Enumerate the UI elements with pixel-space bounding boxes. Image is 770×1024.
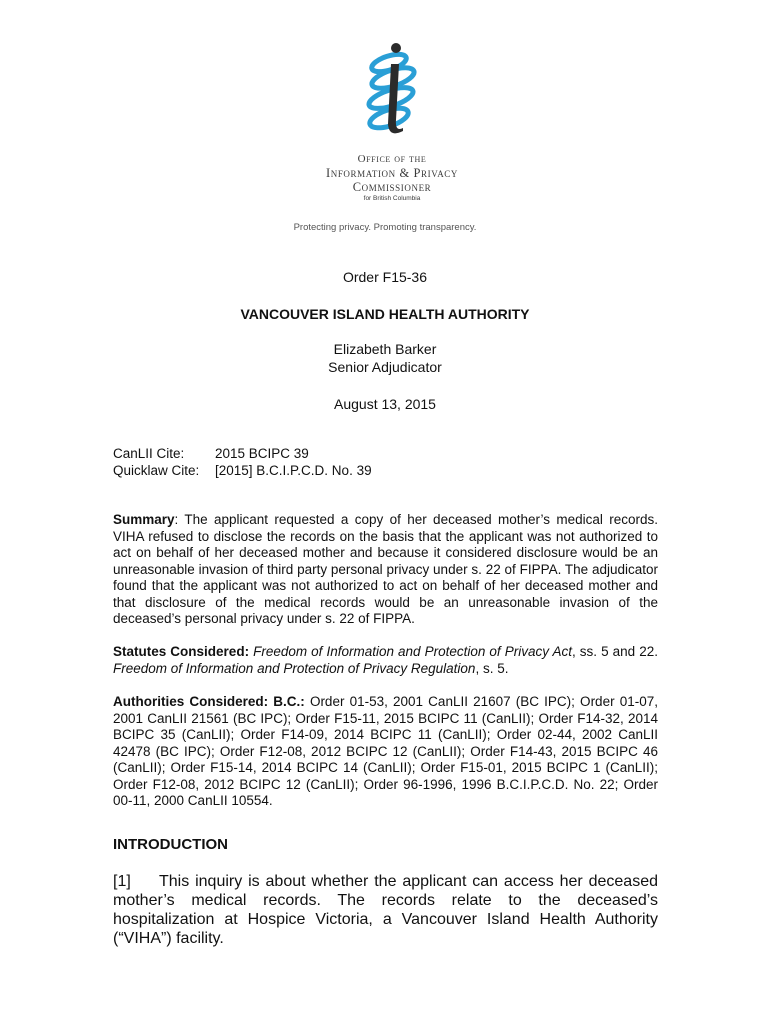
public-body-name: VANCOUVER ISLAND HEALTH AUTHORITY	[240, 306, 530, 322]
introduction-text: This inquiry is about whether the applicant can access her deceased mother’s medical records. The records relate to the deceased’s hospitalization at Hospice Victoria, a Vancouver Island Health Authority (“VIHA”) facility.	[113, 873, 658, 947]
office-line-3: Commissioner	[352, 180, 432, 194]
summary-text: : The applicant requested a copy of her deceased mother’s medical records. VIHA refused to disclose the records on the basis that the applicant was not authorized to act on behalf of her deceased mother and because it considered disclosure would be an unreasonable invasion of third party personal privacy under s. 22 of FIPPA. The adjudicator found that the applicant was not authorized to act on behalf of her deceased mother and that disclosure of the medical records would be an unreasonable invasion of the deceased’s personal privacy under s. 22 of FIPPA.	[113, 512, 658, 626]
oipc-i-emblem-icon	[353, 40, 433, 140]
authorities-text: Order 01-53, 2001 CanLII 21607 (BC IPC); Order 01-07, 2001 CanLII 21561 (BC IPC); Order F15-11, 2015 BCIPC 11 (CanLII); Order F14-32, 2014 BCIPC 35 (CanLII); Order F14-09, 2014 BCIPC 11 (CanLII); Order 02-44, 2002 CanLII 42478 (BC IPC); Order F12-08, 2012 BCIPC 12 (CanLII); Order F14-43, 2015 BCIPC 46 (CanLII); Order F15-14, 2014 BCIPC 14 (CanLII); Order F15-01, 2015 BCIPC 1 (CanLII); Order F12-08, 2012 BCIPC 12 (CanLII); Order 96-1996, 1996 B.C.I.P.C.D. No. 22; Order 00-11, 2000 CanLII 10554.	[113, 694, 658, 808]
statutes-label: Statutes Considered:	[113, 644, 250, 659]
statutes-paragraph	[113, 644, 658, 677]
paragraph-number: [1]	[113, 873, 131, 890]
adjudicator-role: Senior Adjudicator	[328, 359, 442, 375]
office-line-1: Office of the	[357, 153, 427, 165]
statutes-regulation: Freedom of Information and Protection of Privacy Regulation	[113, 660, 476, 676]
canlii-value: 2015 BCIPC 39	[215, 446, 309, 461]
statutes-act: Freedom of Information and Protection of Privacy Act	[253, 644, 573, 659]
quicklaw-cite	[113, 463, 372, 478]
canlii-cite	[113, 446, 309, 461]
introduction-heading: INTRODUCTION	[113, 836, 228, 853]
authorities-label: Authorities Considered: B.C.:	[113, 694, 305, 709]
office-line-4: for British Columbia	[363, 195, 421, 202]
canlii-label: CanLII Cite:	[113, 446, 185, 461]
adjudicator-name: Elizabeth Barker	[333, 341, 437, 357]
tagline: Protecting privacy. Promoting transparency.	[293, 222, 477, 233]
office-line-2: Information & Privacy	[325, 166, 459, 180]
introduction-paragraph	[113, 872, 658, 948]
quicklaw-value: [2015] B.C.I.P.C.D. No. 39	[215, 463, 372, 478]
summary-paragraph	[113, 512, 658, 628]
statutes-end: , s. 5.	[475, 660, 509, 676]
summary-label: Summary	[113, 512, 175, 527]
authorities-paragraph	[113, 694, 658, 810]
quicklaw-label: Quicklaw Cite:	[113, 463, 200, 478]
statutes-mid: , ss. 5 and 22.	[572, 644, 658, 659]
order-number: Order F15-36	[342, 269, 428, 285]
order-date: August 13, 2015	[334, 396, 436, 412]
